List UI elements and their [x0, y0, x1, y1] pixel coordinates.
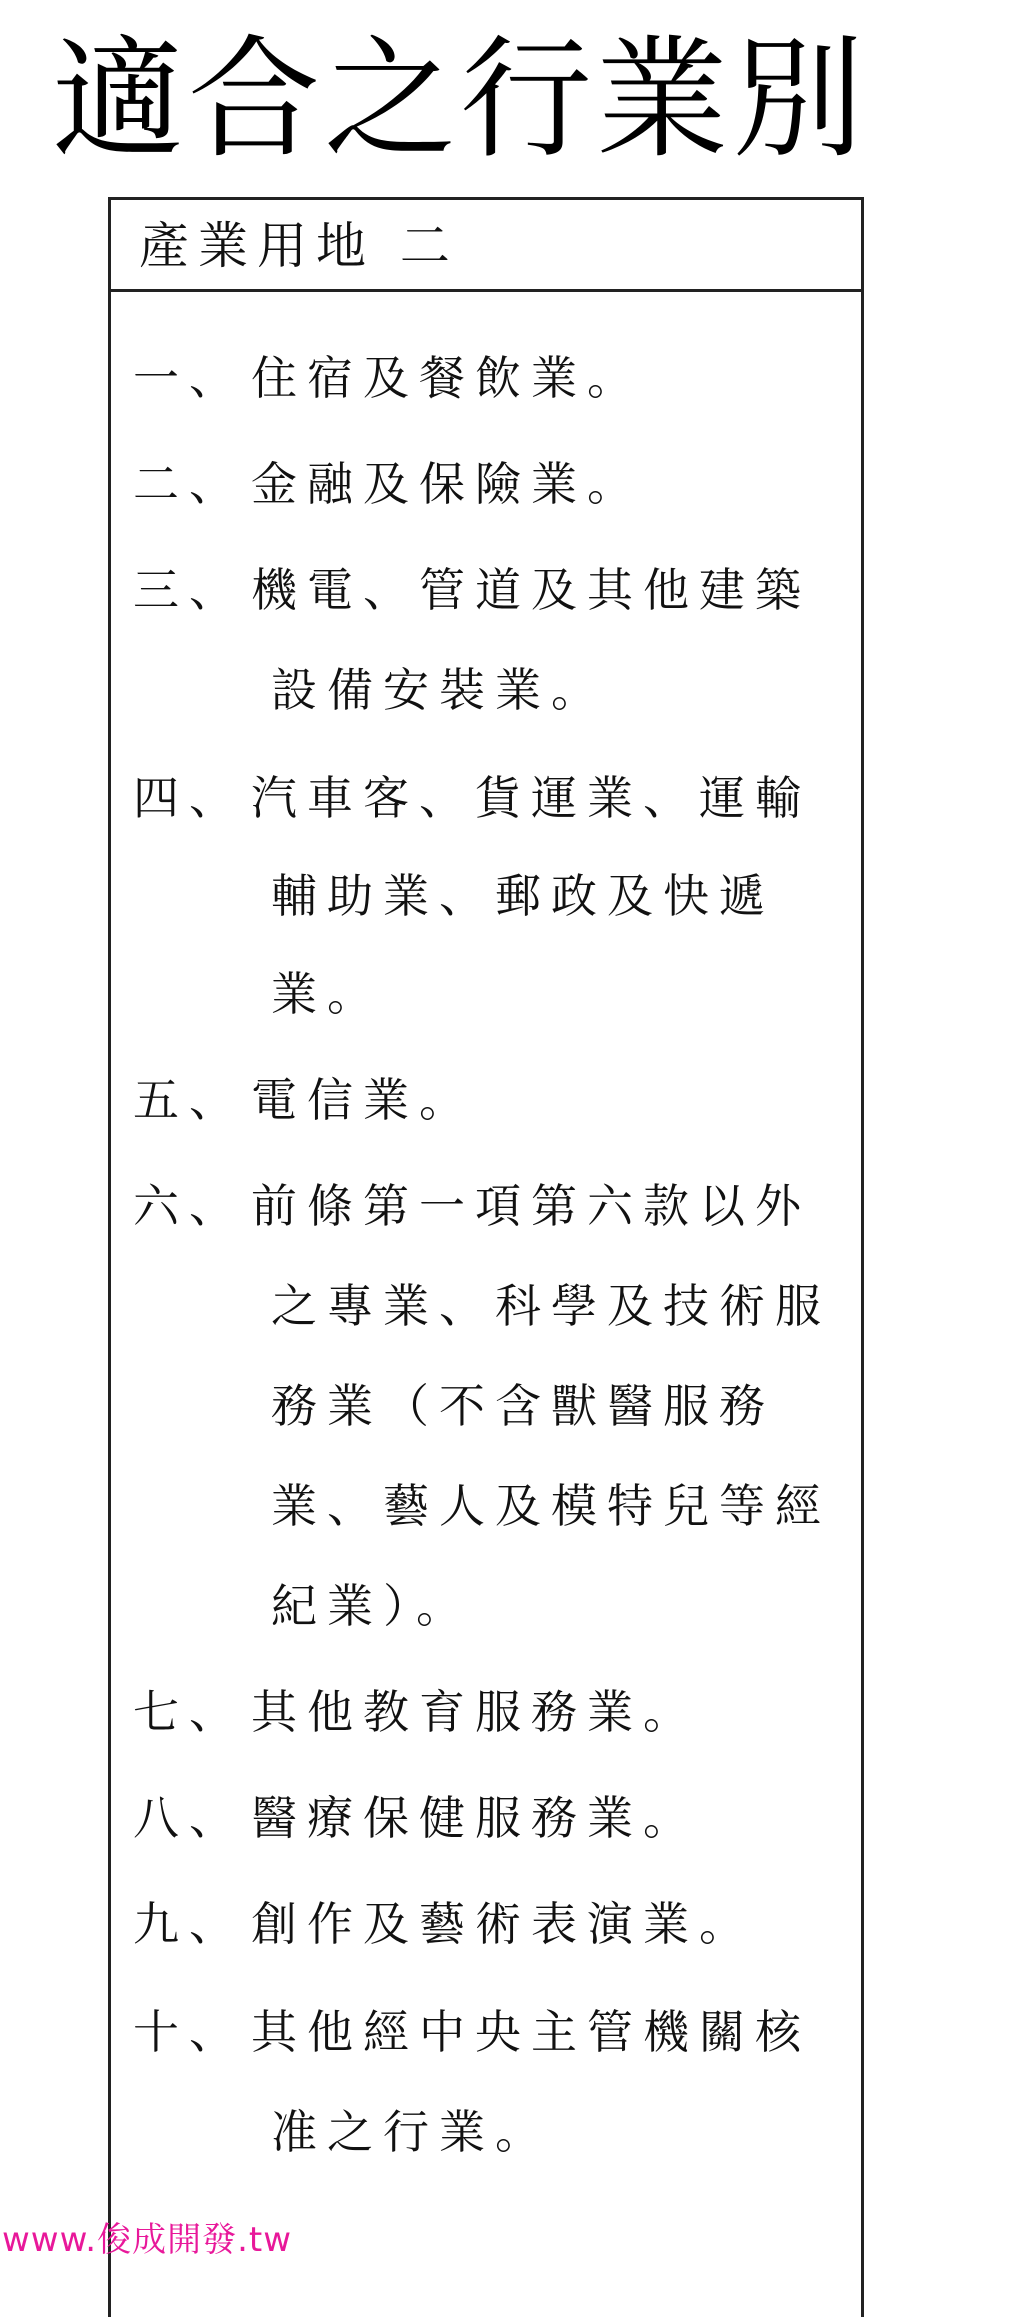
- watermark-text: www.俊成開發.tw: [2, 2220, 293, 2260]
- item-text: 機電、管道及其他建築: [251, 563, 811, 617]
- item-text: 電信業。: [251, 1073, 475, 1127]
- item-text: 醫療保健服務業。: [251, 1791, 699, 1845]
- item-text: 務業（不含獸醫服務: [271, 1379, 775, 1433]
- item-number: 七、: [133, 1685, 245, 1739]
- item-text: 設備安裝業。: [271, 663, 607, 717]
- item-text: 輔助業、郵政及快遞: [271, 869, 775, 923]
- item-text: 准之行業。: [271, 2105, 551, 2159]
- item-number: 六、: [133, 1179, 245, 1233]
- item-number: 三、: [133, 563, 245, 617]
- item-text: 其他經中央主管機關核: [251, 2005, 811, 2059]
- item-text: 住宿及餐飲業。: [251, 351, 643, 405]
- item-text: 創作及藝術表演業。: [251, 1897, 755, 1951]
- item-text: 金融及保險業。: [251, 457, 643, 511]
- item-number: 五、: [133, 1073, 245, 1127]
- item-text: 汽車客、貨運業、運輸: [251, 771, 811, 825]
- item-text: 業、藝人及模特兒等經: [271, 1479, 831, 1533]
- item-text: 前條第一項第六款以外: [251, 1179, 811, 1233]
- box-header: 產業用地 二: [111, 200, 861, 292]
- item-number: 一、: [133, 351, 245, 405]
- item-number: 九、: [133, 1897, 245, 1951]
- item-text: 紀業）。: [271, 1579, 472, 1633]
- item-number: 二、: [133, 457, 245, 511]
- item-number: 十、: [133, 2005, 245, 2059]
- item-text: 其他教育服務業。: [251, 1685, 699, 1739]
- item-number: 八、: [133, 1791, 245, 1845]
- item-number: 四、: [133, 771, 245, 825]
- item-text: 之專業、科學及技術服: [271, 1279, 831, 1333]
- document-box: [108, 197, 864, 2317]
- item-text: 業。: [271, 967, 383, 1021]
- page-title: 適合之行業別: [52, 23, 868, 177]
